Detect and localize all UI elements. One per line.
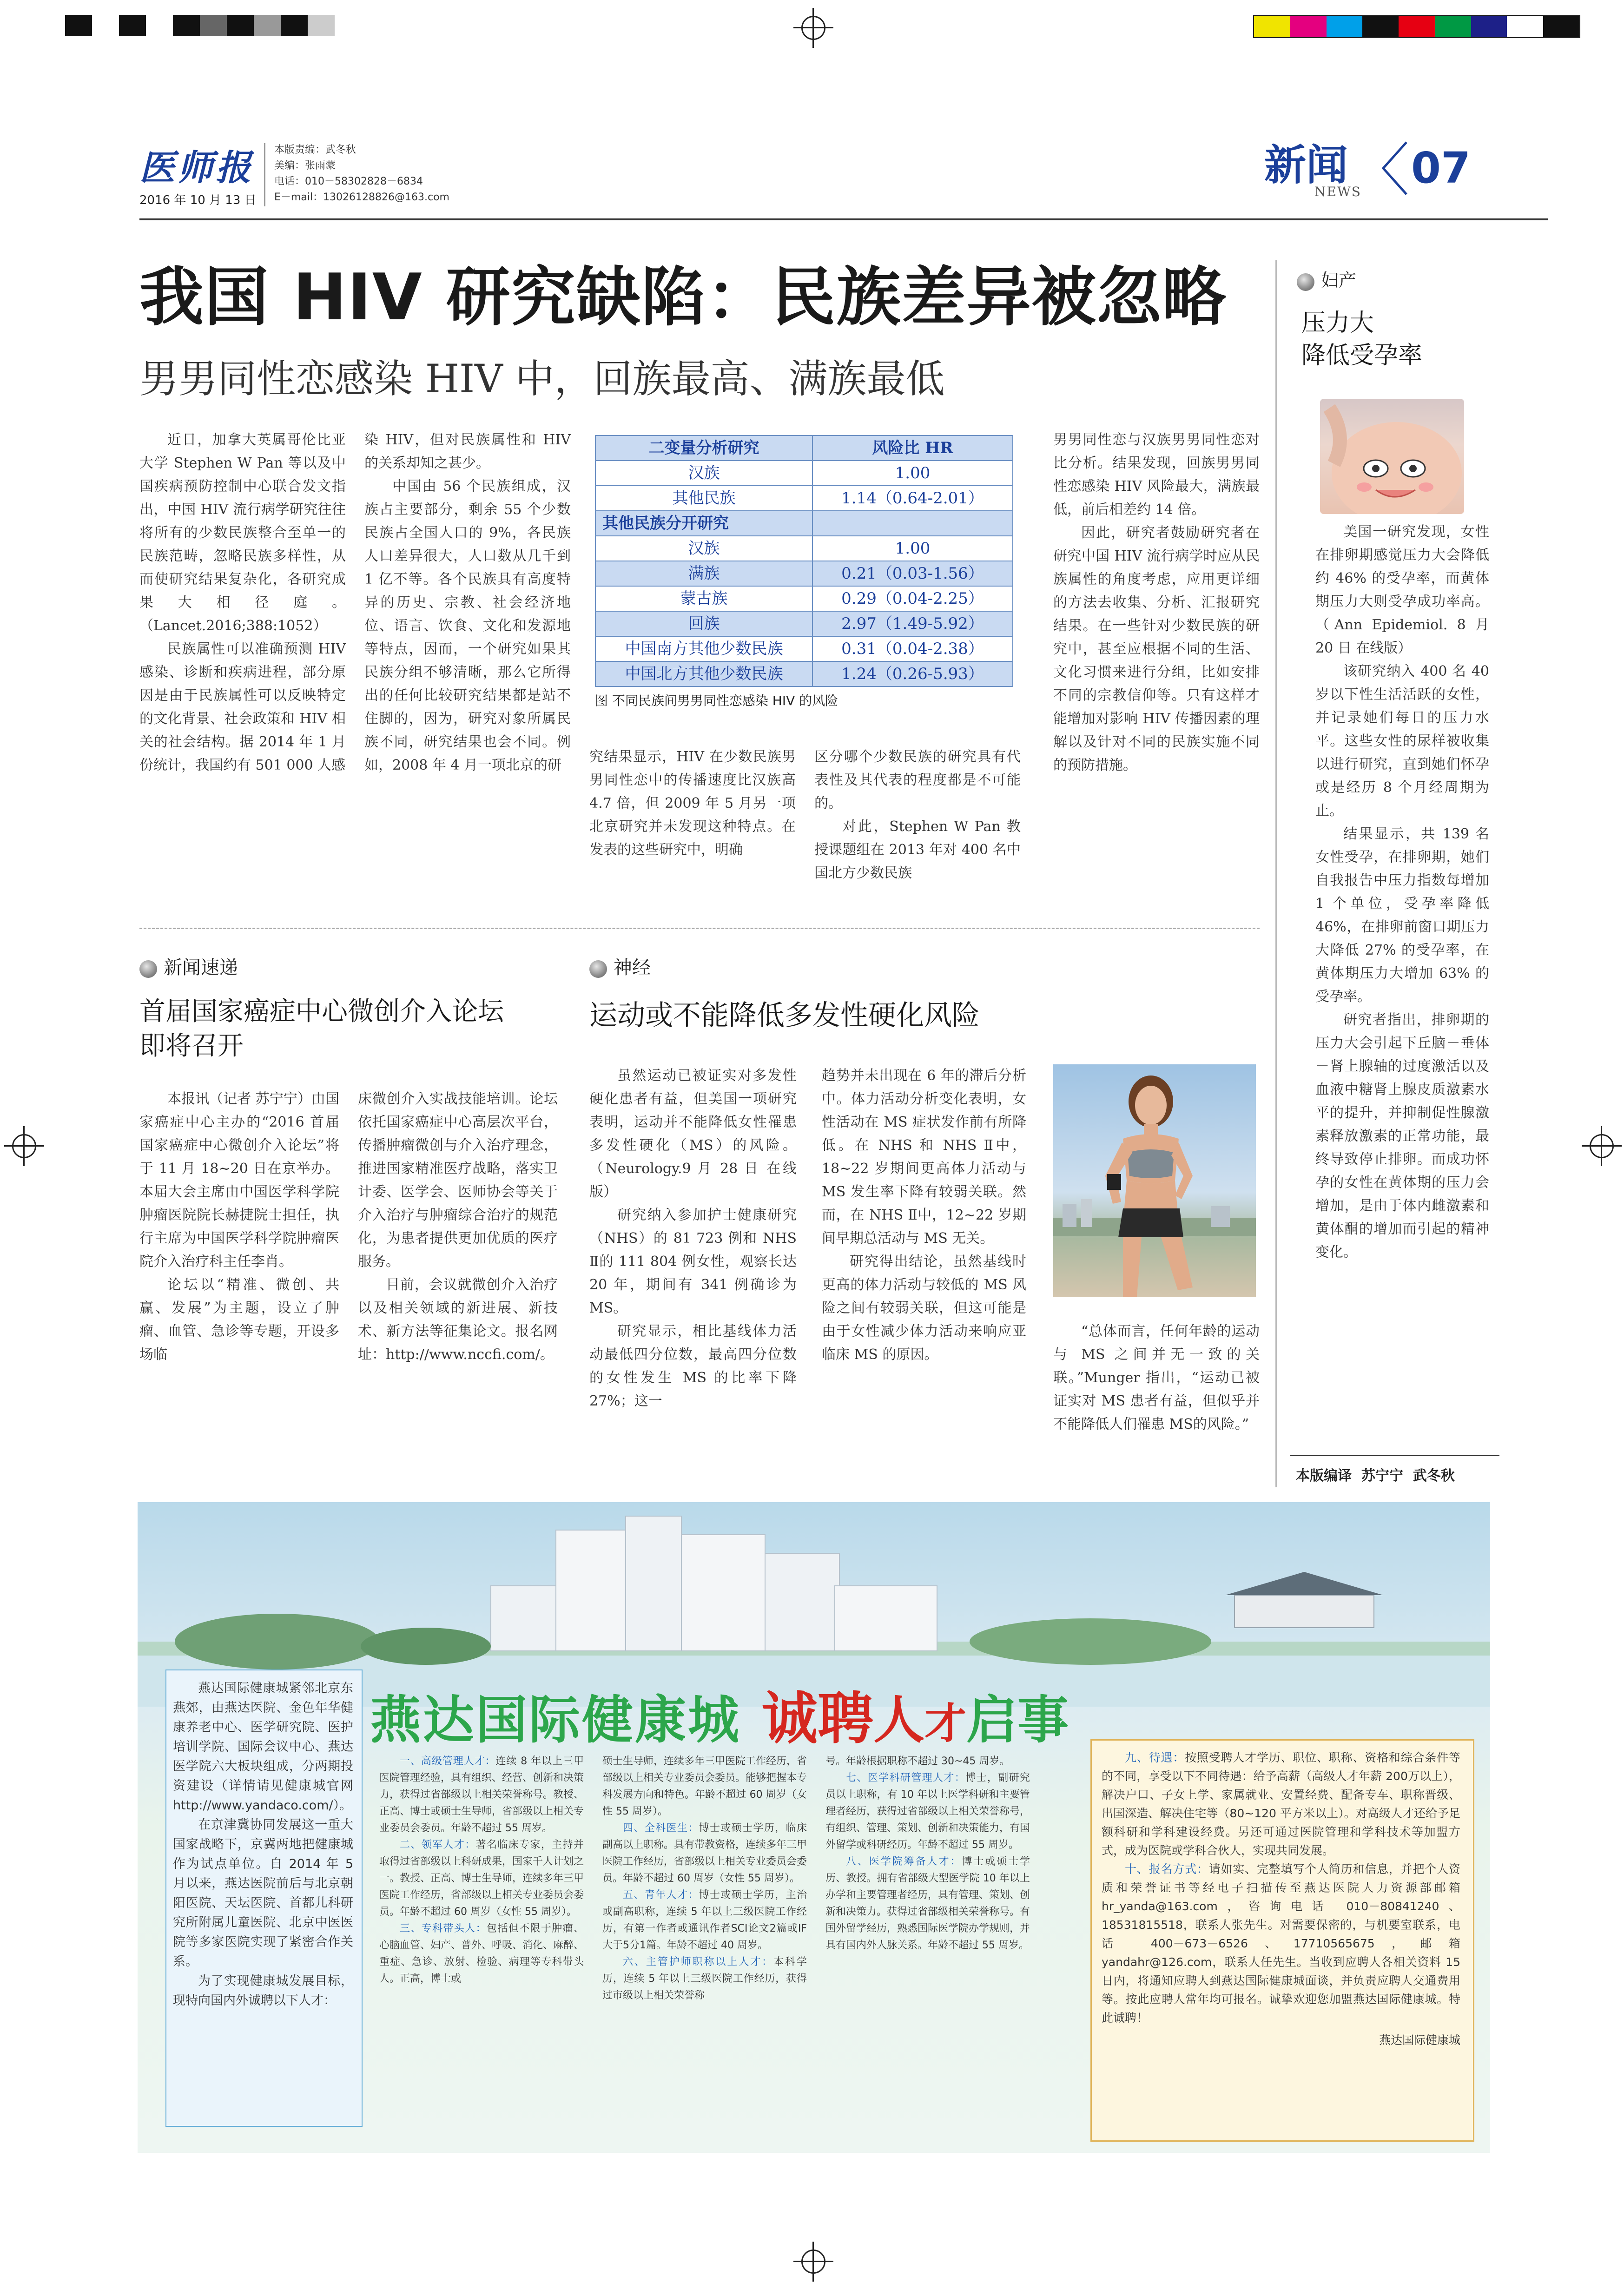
registration-mark-left: [12, 1134, 36, 1158]
article-paragraph: 对此，Stephen W Pan 教授课题组在 2013 年对 400 名中国北方少数民族: [814, 818, 1021, 881]
article-paragraph: 中国由 56 个民族组成，汉族占主要部分，剩余 55 个少数民族占全国人口的 9%，各民族人口差异很大，人口数从几千到 1 亿不等。各个民族具有高度特异的历史、宗教、社会经济地位、语言、饮食、文化和发源地等特点，因而，一个研究如果其民族分组不够清晰，那么它所得出的任何比较研究结果都是站不住脚的，因为，研究对象所属民族不同，研究结果也会不同。例如，2008 年 4 月一项北京的研: [364, 478, 571, 773]
ad-signature: 燕达国际健康城: [1379, 2033, 1460, 2047]
news-brief-label: 新闻速递: [164, 957, 238, 978]
article-paragraph: 民族属性可以准确预测 HIV 感染、诊断和疾病进程，部分原因是由于民族属性可以反映特定的文化背景、社会政策和 HIV 相关的社会结构。据 2014 年 1 月份统计，我国约有 501 000 人感: [139, 641, 346, 773]
color-registration-bar: [1253, 15, 1580, 38]
table-row: [595, 636, 1013, 661]
table-header-cell: 二变量分析研究: [595, 435, 812, 461]
neuro-section: [589, 953, 651, 979]
recruitment-ad: [138, 1502, 1490, 2153]
sidebar-section: [1297, 266, 1356, 291]
ad-paragraph: 燕达国际健康城紧邻北京东燕郊，由燕达医院、金色年华健康养老中心、医学研究院、医护培训学院、国际会议中心、燕达医学院六大板块组成，分两期投资建设（详情请见健康城官网 http://www.yandaco.com/）。: [173, 1681, 353, 1813]
table-row: [595, 536, 1013, 561]
sidebar-paragraph: 结果显示，共 139 名女性受孕，在排卵期，她们自我报告中压力指数每增加 1 个单位，受孕率降低 46%，在排卵前窗口期压力大降低 27% 的受孕率，在黄体期压力大增加 63% 的受孕率。: [1315, 826, 1489, 1005]
neuro-column-3: [1053, 1320, 1260, 1436]
article-paragraph: 近日，加拿大英属哥伦比亚大学 Stephen W Pan 等以及中国疾病预防控制中心联合发文指出，中国 HIV 流行病学研究往往将所有的少数民族整合至单一的民族范畴，忽略民族多样性，从而使研究结果复杂化，各研究成果大相径庭。（Lancet.2016;388:1052）: [139, 432, 346, 634]
ad-item-text: 请如实、完整填写个人简历和信息，并把个人资质和荣誉证书等经电子扫描传至燕达医院人力资源部邮箱 hr_yanda@163.com，咨询电话 010－80841240、18531815518，联系人张先生。对需要保密的，与机要室联系，电话 400－673－6526、17710565675，邮箱 yandahr@126.com，联系人任先生。当收到应聘人各相关资料 15 日内，将通知应聘人到燕达国际健康城面谈，并负责应聘人交通费用等。按此应聘人常年均可报名。诚挚欢迎您加盟燕达国际健康城。特此诚聘！: [1102, 1862, 1460, 2025]
news-brief-title: [139, 995, 504, 1063]
table-cell: 1.24（0.26-5.93）: [812, 661, 1013, 686]
news-brief-column-1: [139, 1088, 339, 1366]
ad-item-text: 连续 8 年以上三甲医院管理经验，具有组织、经营、创新和决策力，获得过省部级以上相关荣誉称号。教授、正高、博士或硕士生导师，省部级以上相关专业委员会委员。年龄不超过 55 周岁。: [379, 1755, 584, 1834]
sidebar-title: [1301, 307, 1422, 372]
section-bullet-icon: [139, 960, 157, 978]
neuro-section-label: 神经: [614, 957, 651, 978]
article-paragraph: 本报讯（记者 苏宁宁）由国家癌症中心主办的“2016 首届国家癌症中心微创介入论坛”将于 11 月 18~20 日在京举办。本届大会主席由中国医学科学院肿瘤医院院长赫捷院士担任，执行主席为中国医学科学院肿瘤医院介入治疗科主任李肖。: [139, 1091, 339, 1270]
ad-title-green: 燕达国际健康城: [370, 1690, 741, 1750]
ad-paragraph: 在京津冀协同发展这一重大国家战略下，京冀两地把健康城作为试点单位。自 2014 年 5 月以来，燕达医院前后与北京朝阳医院、天坛医院、首都儿科研究所附属儿童医院、北京中医医院等多家医院实现了紧密合作关系。: [173, 1818, 353, 1969]
table-cell: 1.14（0.64-2.01）: [812, 486, 1013, 511]
ad-item-text: 硕士生导师，连续多年三甲医院工作经历，省部级以上相关专业委员会委员。能够把握本专科发展方向和特色。年龄不超过 60 周岁（女性 55 周岁）。: [602, 1755, 807, 1817]
table-row: [595, 661, 1013, 686]
sidebar-section-label: 妇产: [1321, 270, 1357, 290]
table-row: [595, 486, 1013, 511]
article-paragraph: 床微创介入实战技能培训。论坛依托国家癌症中心高层次平台，传播肿瘤微创与介入治疗理念，推进国家精准医疗战略，落实卫计委、医学会、医师协会等关于介入治疗与肿瘤综合治疗的规范化，为患者提供更加优质的医疗服务。: [358, 1091, 558, 1270]
table-row: [595, 561, 1013, 586]
ad-item-text: 博士或硕士学历、教授。拥有省部级大型医学院 10 年以上办学和主要管理者经历，具有管理、策划、创新和决策力。获得过省部级相关荣誉称号。有国外留学经历，熟悉国际医学院办学规则，并具有国内外人脉关系。年龄不超过 55 周岁。: [825, 1856, 1030, 1951]
page-number: 07: [1411, 143, 1471, 193]
table-cell: 回族: [595, 611, 812, 636]
ad-item-text: 博士或硕士学历，主治或副高职称，连续 5 年以上三级医院工作经历，有第一作者或通讯作者SCI论文2篇或IF大于5分1篇。年龄不超过 40 周岁。: [602, 1889, 807, 1951]
main-headline: 我国 HIV 研究缺陷：民族差异被忽略: [139, 260, 1227, 335]
table-row: [595, 611, 1013, 636]
ad-item-heading: 八、医学院筹备人才：: [846, 1856, 962, 1867]
article-paragraph: 研究得出结论，虽然基线时更高的体力活动与较低的 MS 风险之间有较弱关联，但这可能是由于女性减少体力活动来响应亚临床 MS 的原因。: [822, 1254, 1026, 1363]
section-title-en: NEWS: [1314, 184, 1361, 199]
page-credit: 本版编译 苏宁宁 武冬秋: [1296, 1468, 1455, 1484]
masthead-rule: [139, 218, 1548, 220]
table-cell: 中国南方其他少数民族: [595, 636, 812, 661]
table-cell: 其他民族分开研究: [595, 511, 812, 536]
ad-column-5: [1102, 1749, 1460, 2050]
ad-title-red: 人: [873, 1690, 925, 1750]
article-paragraph: 目前，会议就微创介入治疗以及相关领域的新进展、新技术、新方法等征集论文。报名网址：http://www.nccfi.com/。: [358, 1277, 558, 1363]
ad-left-column: [173, 1679, 353, 2011]
ad-item-heading: 一、高级管理人才：: [400, 1755, 496, 1767]
table-cell: 中国北方其他少数民族: [595, 661, 812, 686]
table-cell: [812, 511, 1013, 536]
sidebar-paragraph: 美国一研究发现，女性在排卵期感觉压力大会降低约 46% 的受孕率，而黄体期压力大则受孕成功率高。（Ann Epidemiol. 8 月 20 日 在线版）: [1315, 524, 1489, 656]
neuro-title: 运动或不能降低多发性硬化风险: [589, 999, 980, 1032]
ad-item-heading: 六、主管护师职称以上人才：: [623, 1956, 774, 1968]
angle-bracket-icon: [1380, 140, 1408, 196]
table-row: [595, 461, 1013, 486]
registration-bar-left: [65, 15, 335, 36]
section-title: 新闻: [1264, 141, 1348, 190]
article-paragraph: 染 HIV，但对民族属性和 HIV 的关系却知之甚少。: [364, 432, 571, 471]
sidebar-body: [1315, 521, 1489, 1264]
table-cell: 汉族: [595, 461, 812, 486]
article-paragraph: 论坛以“精准、微创、共赢、发展”为主题，设立了肿瘤、血管、急诊等专题，开设多场临: [139, 1277, 339, 1363]
article-column-1: [139, 429, 346, 777]
ad-item-text: 著名临床专家，主持并取得过省部级以上科研成果，国家千人计划之一。教授、正高、博士生导师，连续多年三甲医院工作经历，省部级以上相关专业委员会委员。年龄不超过 60 周岁（女性 55 周岁）。: [379, 1839, 584, 1918]
table-cell: 1.00: [812, 461, 1013, 486]
ad-item-text: 博士或硕士学历，临床副高以上职称。具有带教资格，连续多年三甲医院工作经历，省部级以上相关专业委员会委员。年龄不超过 60 周岁（女性 55 周岁）。: [602, 1822, 807, 1884]
article-paragraph: “总体而言，任何年龄的运动与 MS 之间并无一致的关联。”Munger 指出，“运动已被证实对 MS 患者有益，但似乎并不能降低人们罹患 MS的风险。”: [1053, 1323, 1260, 1432]
table-row: [595, 586, 1013, 611]
ad-column-4: [825, 1753, 1030, 1954]
article-column-4: [814, 746, 1021, 885]
table-cell: 蒙古族: [595, 586, 812, 611]
sidebar-title-line: 降低受孕率: [1301, 342, 1423, 370]
news-brief-section: [139, 953, 238, 979]
runner-photo: [1053, 1064, 1256, 1297]
ad-title-red: 诚聘: [762, 1687, 874, 1751]
ad-column-3: [602, 1753, 807, 2004]
article-paragraph: 男男同性恋与汉族男男同性恋对比分析。结果发现，回族男男同性恋感染 HIV 风险最大，满族最低，前后相差约 14 倍。: [1053, 432, 1260, 518]
ad-item-text: 博士，副研究员以上职称，有 10 年以上医学科研和主要管理者经历，获得过省部级以上相关荣誉称号，有组织、管理、策划、创新和决策能力，有国外留学或科研经历。年龄不超过 55 周岁。: [825, 1772, 1030, 1851]
ad-item-heading: 七、医学科研管理人才：: [846, 1772, 966, 1784]
sidebar-title-line: 压力大: [1301, 309, 1374, 337]
article-paragraph: 虽然运动已被证实对多发性硬化患者有益，但美国一项研究表明，运动并不能降低女性罹患多发性硬化（MS）的风险。（Neurology.9 月 28 日 在线版）: [589, 1068, 797, 1200]
table-cell: 1.00: [812, 536, 1013, 561]
section-label: [1264, 131, 1497, 205]
news-brief-title-line: 首届国家癌症中心微创介入论坛: [139, 996, 504, 1027]
section-bullet-icon: [589, 960, 607, 978]
registration-mark-top: [801, 16, 825, 40]
article-paragraph: 研究显示，相比基线体力活动最低四分位数，最高四分位数的女性发生 MS 的比率下降 27%；这一: [589, 1323, 797, 1409]
hr-table: [595, 435, 1013, 687]
hr-table-figure: [595, 435, 1013, 712]
article-column-3: [589, 746, 796, 862]
table-cell: 0.31（0.04-2.38）: [812, 636, 1013, 661]
news-brief-column-2: [358, 1088, 558, 1366]
ad-item-text: 按照受聘人才学历、职位、职称、资格和综合条件等的不同，享受以下不同待遇：给予高薪（高级人才年薪 200万以上），解决户口、子女上学、家属就业、安置经费、配备专车、职称晋级、出国深造、解决住宅等（80~120 平方米以上）。对高级人才还给予足额科研和学科建设经费。另还可通过医院管理和学科技术等加盟方式，成为医院或学科合伙人，实现共同发展。: [1102, 1751, 1460, 1857]
ad-item-heading: 九、待遇：: [1125, 1751, 1185, 1764]
table-header-cell: 风险比 HR: [812, 435, 1013, 461]
ad-title-green: 启事: [966, 1690, 1069, 1750]
ad-item-text: 包括但不限于肿瘤、心脑血管、妇产、普外、呼吸、消化、麻醉、重症、急诊、放射、检验、病理等专科带头人。正高，博士或: [379, 1923, 584, 1985]
table-cell: 2.97（1.49-5.92）: [812, 611, 1013, 636]
ad-item-text: 本科学历，连续 5 年以上三级医院工作经历，获得过市级以上相关荣誉称: [602, 1956, 807, 2001]
credit-rule: [1290, 1455, 1499, 1456]
table-header-row: [595, 435, 1013, 461]
pregnant-belly-image: [1320, 399, 1464, 514]
article-paragraph: 趋势并未出现在 6 年的滞后分析中。体力活动分析变化表明，女性活动在 MS 症状发作前有所降低。在 NHS 和 NHS Ⅱ中，18~22 岁期间更高体力活动与 MS 发生率下降有较弱关联。然而，在 NHS Ⅱ中，12~22 岁期间早期总活动与 MS 无关。: [822, 1068, 1026, 1247]
ad-item-heading: 四、全科医生：: [623, 1822, 699, 1834]
table-cell: 0.21（0.03-1.56）: [812, 561, 1013, 586]
article-paragraph: 究结果显示，HIV 在少数民族男男同性恋中的传播速度比汉族高 4.7 倍，但 2009 年 5 月另一项北京研究并未发现这种特点。在发表的这些研究中，明确: [589, 749, 796, 858]
sidebar-divider: [1275, 260, 1277, 1487]
article-column-2: [364, 429, 571, 777]
neuro-column-2: [822, 1064, 1026, 1366]
issue-date: 2016 年 10 月 13 日: [139, 193, 257, 207]
table-cell: 汉族: [595, 536, 812, 561]
table-cell: 满族: [595, 561, 812, 586]
registration-mark-bottom: [801, 2250, 825, 2274]
ad-item-text: 号。年龄根据职称不超过 30~45 周岁。: [825, 1755, 1010, 1767]
article-paragraph: 因此，研究者鼓励研究者在研究中国 HIV 流行病学时应从民族属性的角度考虑，应用更详细的方法去收集、分析、汇报研究结果。在一些针对少数民族的研究中，甚至应根据不同的生活、文化习惯来进行分组，比如安排不同的宗教信仰等。只有这样才能增加对影响 HIV 传播因素的理解以及针对不同的民族实施不同的预防措施。: [1053, 525, 1260, 773]
article-paragraph: 区分哪个少数民族的研究具有代表性及其代表的程度都是不可能的。: [814, 749, 1021, 812]
email-address: E－mail：13026128826@163.com: [274, 191, 449, 203]
ad-item-heading: 五、青年人才：: [623, 1889, 699, 1901]
neuro-column-1: [589, 1064, 797, 1413]
ad-title-red: 才: [924, 1699, 967, 1748]
ad-paragraph: 为了实现健康城发展目标，现特向国内外诚聘以下人才：: [173, 1974, 353, 2008]
ad-column-2: [379, 1753, 584, 1987]
newspaper-logo: 医师报: [139, 147, 254, 188]
table-cell: 其他民族: [595, 486, 812, 511]
article-column-5: [1053, 429, 1260, 777]
section-bullet-icon: [1297, 273, 1314, 291]
sidebar-paragraph: 研究者指出，排卵期的压力大会引起下丘脑－垂体－肾上腺轴的过度激活以及血液中糖肾上腺皮质激素水平的提升，并抑制促性腺激素释放激素的正常功能，最终导致停止排卵。而成功怀孕的女性在黄体期的压力会增加，是由于体内雌激素和黄体酮的增加而引起的精神变化。: [1315, 1012, 1489, 1260]
editor-credit: 本版责编：武冬秋: [274, 144, 356, 156]
phone-number: 电话：010－58302828－6834: [274, 176, 423, 187]
table-row: [595, 511, 1013, 536]
table-caption: 图 不同民族间男男同性恋感染 HIV 的风险: [595, 693, 838, 708]
ad-title: [370, 1674, 1069, 1754]
table-cell: 0.29（0.04-2.25）: [812, 586, 1013, 611]
ad-item-heading: 三、专科带头人：: [400, 1923, 487, 1934]
registration-mark-right: [1590, 1134, 1614, 1158]
news-brief-title-line: 即将召开: [139, 1031, 244, 1061]
main-subhead: 男男同性恋感染 HIV 中，回族最高、满族最低: [139, 356, 945, 402]
design-credit: 美编：张雨蒙: [274, 160, 336, 172]
ad-item-heading: 二、领军人才：: [400, 1839, 476, 1851]
section-divider: [139, 928, 1260, 929]
article-paragraph: 研究纳入参加护士健康研究（NHS）的 81 723 例和 NHS Ⅱ的 111 804 例女性，观察长达 20 年，期间有 341 例确诊为 MS。: [589, 1207, 797, 1316]
sidebar-paragraph: 该研究纳入 400 名 40 岁以下性生活活跃的女性，并记录她们每日的压力水平。这些女性的尿样被收集以进行研究，直到她们怀孕或是经历 8 个月经周期为止。: [1315, 663, 1489, 819]
ad-item-heading: 十、报名方式：: [1125, 1862, 1209, 1876]
